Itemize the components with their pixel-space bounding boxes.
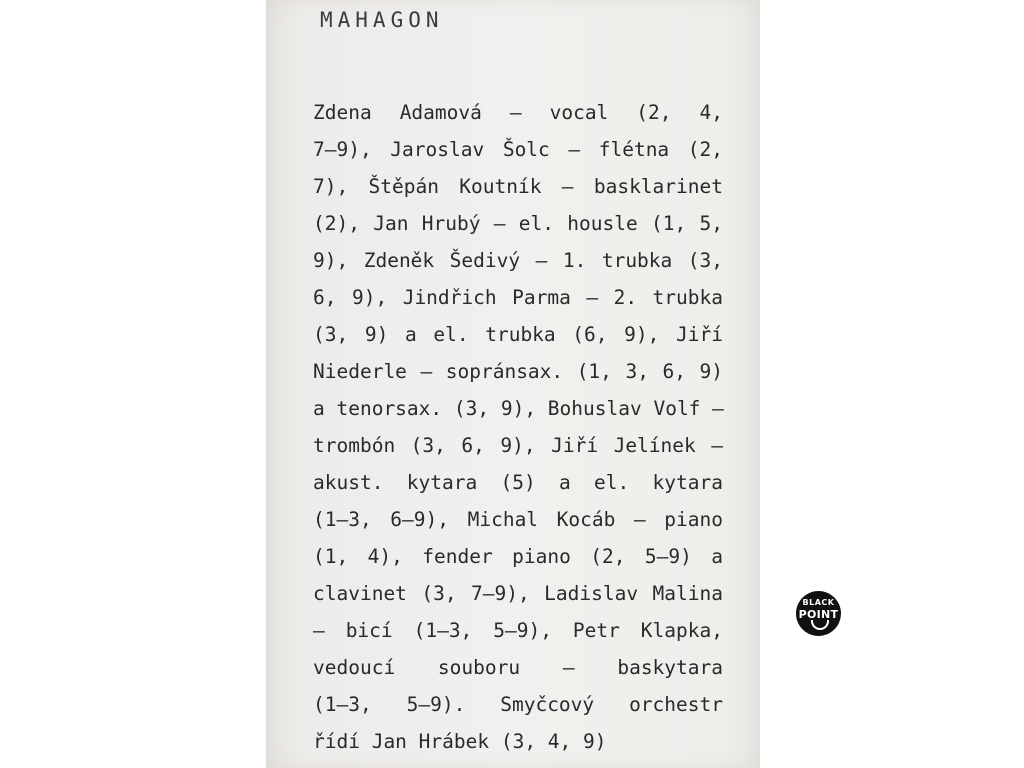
credit-line: (1—3, 6—9), Michal Kocáb — piano	[313, 508, 723, 531]
page-heading: MAHAGON	[320, 8, 444, 32]
credits-paragraph	[313, 94, 723, 760]
logo-text-top: BLACK	[802, 598, 835, 607]
credit-line: 7—9), Jaroslav Šolc — flétna (2,	[313, 138, 723, 161]
credit-line: (2), Jan Hrubý — el. housle (1, 5,	[313, 212, 723, 235]
credit-line: vedoucí souboru — baskytara	[313, 656, 723, 679]
credit-line: 6, 9), Jindřich Parma — 2. trubka	[313, 286, 723, 309]
credit-line: (3, 9) a el. trubka (6, 9), Jiří	[313, 323, 723, 346]
credit-line: řídí Jan Hrábek (3, 4, 9)	[313, 730, 607, 753]
credit-line: trombón (3, 6, 9), Jiří Jelínek —	[313, 434, 723, 457]
credit-line: (1—3, 5—9). Smyčcový orchestr	[313, 693, 723, 716]
credit-line: 7), Štěpán Koutník — basklarinet	[313, 175, 723, 198]
credit-line: akust. kytara (5) a el. kytara	[313, 471, 723, 494]
credit-line: a tenorsax. (3, 9), Bohuslav Volf —	[313, 397, 724, 420]
logo-ring-shape	[811, 620, 829, 630]
credit-line: clavinet (3, 7—9), Ladislav Malina	[313, 582, 723, 605]
credit-line: Zdena Adamová — vocal (2, 4,	[313, 101, 723, 124]
credit-line: Niederle — sopránsax. (1, 3, 6, 9)	[313, 360, 723, 383]
credit-line: (1, 4), fender piano (2, 5—9) a	[313, 545, 723, 568]
black-point-logo-icon	[796, 591, 841, 636]
logo-text-bottom: POINT	[798, 608, 839, 621]
credit-line: — bicí (1—3, 5—9), Petr Klapka,	[313, 619, 723, 642]
credit-line: 9), Zdeněk Šedivý — 1. trubka (3,	[313, 249, 723, 272]
